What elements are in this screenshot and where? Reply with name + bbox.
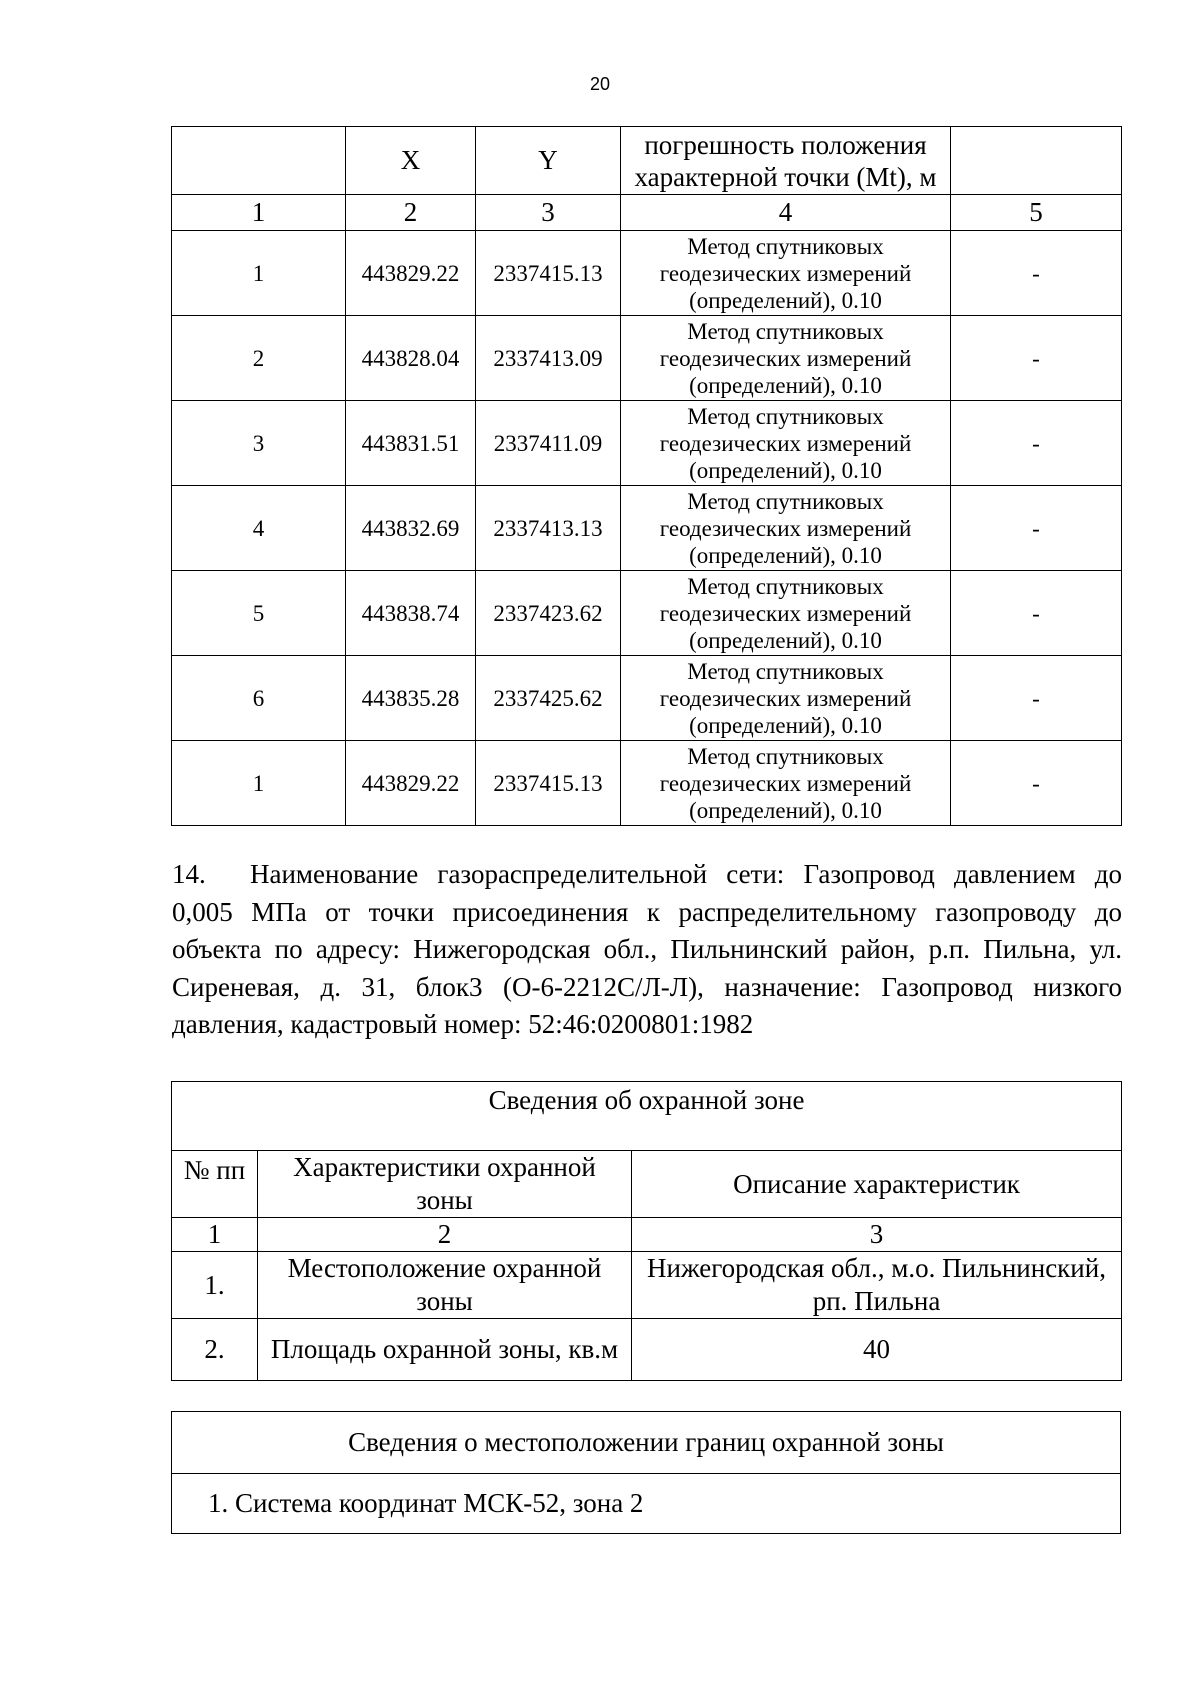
note-cell: - <box>951 316 1122 401</box>
zone-row-name: Площадь охранной зоны, кв.м <box>258 1319 632 1381</box>
method-cell: Метод спутниковых геодезических измерений (определений), 0.10 <box>621 656 951 741</box>
method-cell: Метод спутниковых геодезических измерений (определений), 0.10 <box>621 401 951 486</box>
zone-colnum-cell: 3 <box>632 1218 1122 1252</box>
note-cell: - <box>951 486 1122 571</box>
zone-boundaries-table <box>171 1411 1121 1534</box>
note-cell: - <box>951 656 1122 741</box>
colnum-cell: 2 <box>346 195 476 231</box>
zone-colnum-cell: 2 <box>258 1218 632 1252</box>
header-empty-cell <box>951 127 1122 195</box>
colnum-cell: 1 <box>172 195 346 231</box>
paragraph-number: 14. <box>172 859 206 889</box>
coord-x: 443838.74 <box>346 571 476 656</box>
coord-y: 2337415.13 <box>476 741 621 826</box>
zone-row-value: 40 <box>632 1319 1122 1381</box>
zone-row-value: Нижегородская обл., м.о. Пильнинский, рп. Пильна <box>632 1252 1122 1319</box>
header-error: погрешность положения характерной точки (Mt), м <box>621 127 951 195</box>
zone-header-description: Описание характеристик <box>632 1151 1122 1218</box>
method-cell: Метод спутниковых геодезических измерений (определений), 0.10 <box>621 231 951 316</box>
coord-y: 2337423.62 <box>476 571 621 656</box>
header-y: Y <box>476 127 621 195</box>
coordinate-row <box>172 486 1122 571</box>
coord-x: 443828.04 <box>346 316 476 401</box>
protection-zone-table <box>171 1081 1122 1381</box>
header-x: X <box>346 127 476 195</box>
coordinates-header-row <box>172 127 1122 195</box>
note-cell: - <box>951 231 1122 316</box>
method-cell: Метод спутниковых геодезических измерений (определений), 0.10 <box>621 741 951 826</box>
coordinates-table <box>171 126 1122 826</box>
point-number: 6 <box>172 656 346 741</box>
point-number: 4 <box>172 486 346 571</box>
zone-colnum-cell: 1 <box>172 1218 258 1252</box>
coordinate-row <box>172 571 1122 656</box>
coord-y: 2337415.13 <box>476 231 621 316</box>
coord-x: 443835.28 <box>346 656 476 741</box>
zone-row-name: Местоположение охранной зоны <box>258 1252 632 1319</box>
point-number: 1 <box>172 231 346 316</box>
gas-network-paragraph <box>172 856 1122 1044</box>
colnum-cell: 4 <box>621 195 951 231</box>
method-cell: Метод спутниковых геодезических измерений (определений), 0.10 <box>621 486 951 571</box>
zone-header-characteristics: Характеристики охранной зоны <box>258 1151 632 1218</box>
bounds-table-title: Сведения о местоположении границ охранной зоны <box>172 1412 1121 1474</box>
zone-row-num: 1. <box>172 1252 258 1319</box>
note-cell: - <box>951 401 1122 486</box>
coord-x: 443829.22 <box>346 231 476 316</box>
point-number: 1 <box>172 741 346 826</box>
coordinates-colnum-row <box>172 195 1122 231</box>
coordinate-row <box>172 231 1122 316</box>
note-cell: - <box>951 741 1122 826</box>
point-number: 2 <box>172 316 346 401</box>
point-number: 3 <box>172 401 346 486</box>
zone-table-title: Сведения об охранной зоне <box>172 1082 1122 1151</box>
point-number: 5 <box>172 571 346 656</box>
header-empty-cell <box>172 127 346 195</box>
method-cell: Метод спутниковых геодезических измерений (определений), 0.10 <box>621 571 951 656</box>
method-cell: Метод спутниковых геодезических измерений (определений), 0.10 <box>621 316 951 401</box>
note-cell: - <box>951 571 1122 656</box>
coord-y: 2337411.09 <box>476 401 621 486</box>
coordinate-system-item: 1. Система координат МСК-52, зона 2 <box>172 1474 1121 1534</box>
coord-x: 443831.51 <box>346 401 476 486</box>
coord-x: 443829.22 <box>346 741 476 826</box>
paragraph-text: Наименование газораспределительной сети: Газопровод давлением до 0,005 МПа от точки присоединения к распределительному газопроводу до объекта по адресу: Нижегородская обл., Пильнинский район, р.п. Пильна, ул. Сиреневая, д. 31, блок3 (О-6-2212С/Л-Л), назначение: Газопровод низкого давления, кадастровый номер: 52:46:0200801:1982 <box>172 859 1122 1039</box>
coordinate-row <box>172 401 1122 486</box>
page-number: 20 <box>589 74 611 94</box>
coord-y: 2337413.13 <box>476 486 621 571</box>
zone-row-num: 2. <box>172 1319 258 1381</box>
coordinate-row <box>172 741 1122 826</box>
zone-header-num: № пп <box>172 1151 258 1218</box>
colnum-cell: 3 <box>476 195 621 231</box>
coordinate-row <box>172 316 1122 401</box>
coord-y: 2337425.62 <box>476 656 621 741</box>
coord-x: 443832.69 <box>346 486 476 571</box>
colnum-cell: 5 <box>951 195 1122 231</box>
coordinate-row <box>172 656 1122 741</box>
coord-y: 2337413.09 <box>476 316 621 401</box>
